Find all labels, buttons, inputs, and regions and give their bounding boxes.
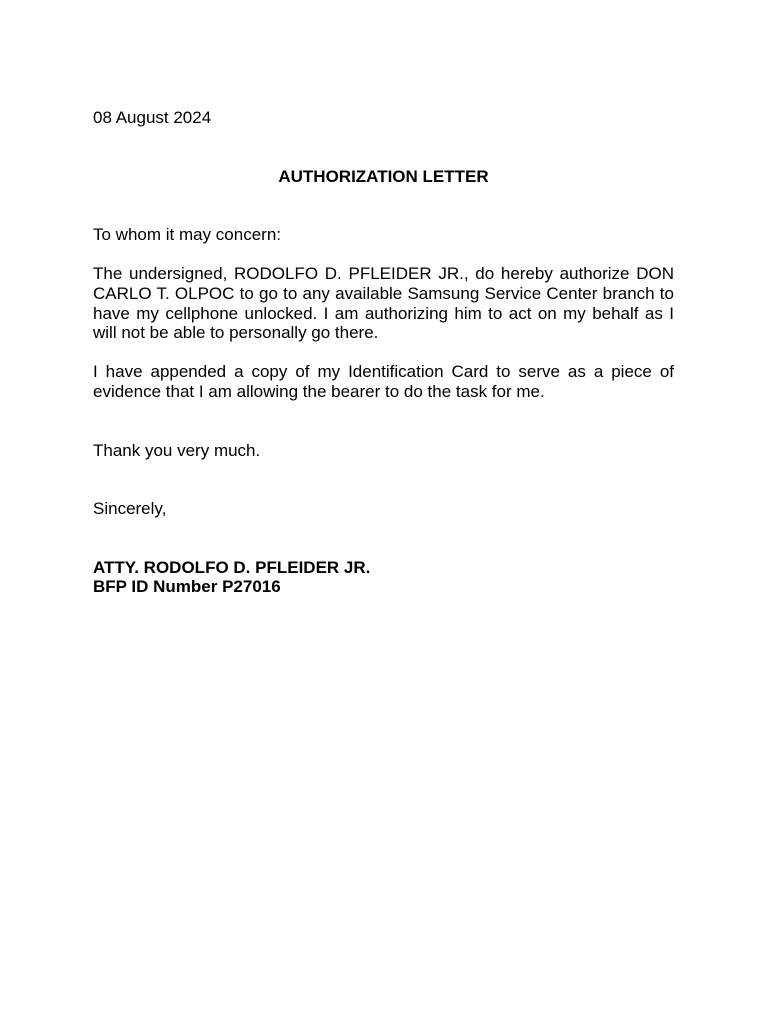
letter-paragraph-evidence: I have appended a copy of my Identification Card to serve as a piece of evidence that I am allowing the bearer to do the task for me. <box>93 362 674 401</box>
letter-title: AUTHORIZATION LETTER <box>278 166 489 186</box>
letter-body <box>93 108 674 597</box>
letter-date: 08 August 2024 <box>93 108 212 127</box>
signatory-id: BFP ID Number P27016 <box>93 577 281 597</box>
letter-paragraph-authorization: The undersigned, RODOLFO D. PFLEIDER JR., do hereby authorize DON CARLO T. OLPOC to go to any available Samsung Service Center branch to have my cellphone unlocked. I am authorizing him to act on my behalf as I will not be able to personally go there. <box>93 264 674 343</box>
letter-thanks: Thank you very much. <box>93 440 261 460</box>
signatory-name: ATTY. RODOLFO D. PFLEIDER JR. <box>93 557 371 577</box>
letter-salutation: To whom it may concern: <box>93 225 282 245</box>
letter-closing: Sincerely, <box>93 499 167 519</box>
